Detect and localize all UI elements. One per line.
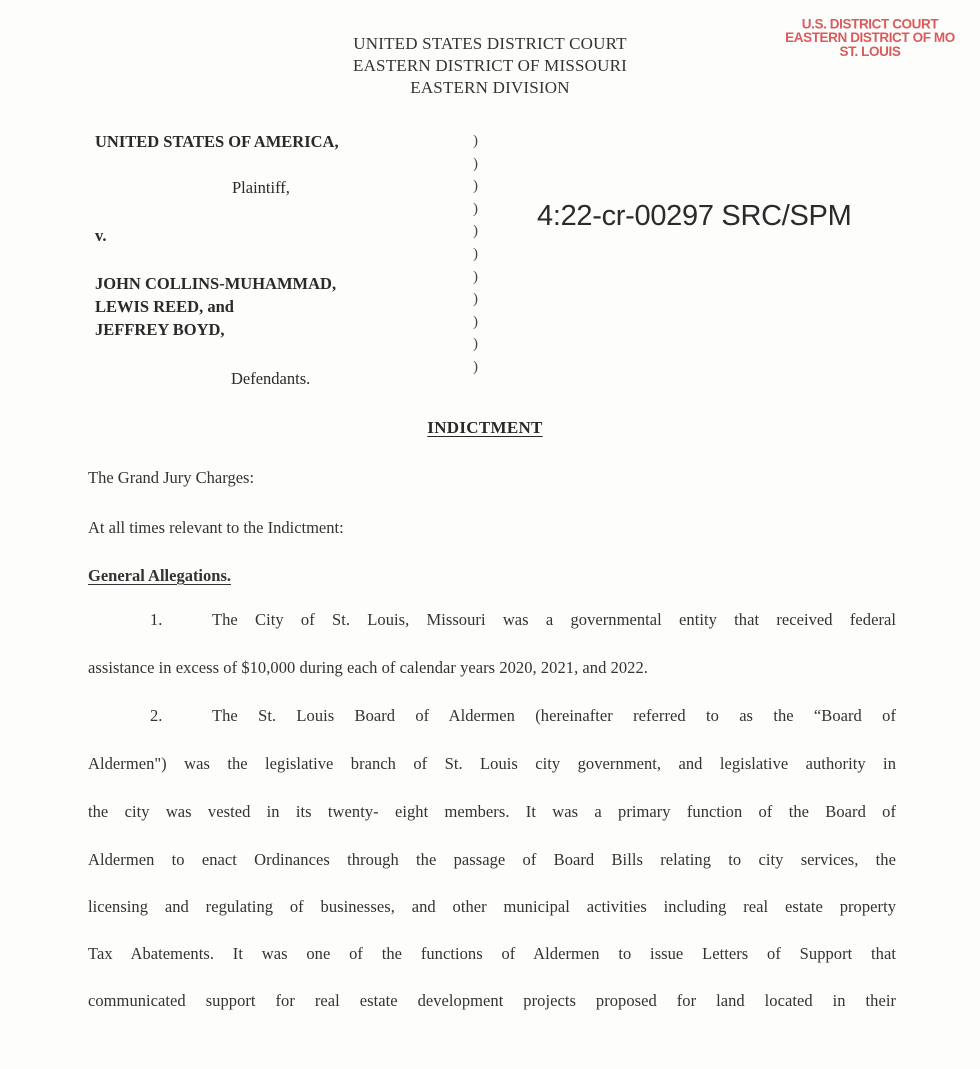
plaintiff-label: Plaintiff, [232,178,290,197]
defendant-1: JOHN COLLINS-MUHAMMAD, [95,274,337,293]
plaintiff-name: UNITED STATES OF AMERICA, [95,132,339,151]
defendants-label: Defendants. [231,369,311,388]
stamp-line-court: U.S. DISTRICT COURT [801,15,939,32]
document-title [0,418,980,438]
defendant-2: LEWIS REED, and [95,297,234,316]
case-number: 4:22-cr-00297 SRC/SPM [537,200,852,232]
paragraph-2-line-1: 2. The St. Louis Board of Aldermen (hereinafter referred to as the “Board of [150,706,896,725]
court-filing-stamp [770,17,970,58]
paragraph-1-line-1: 1. The City of St. Louis, Missouri was a governmental entity that received federal [150,610,896,629]
court-district: EASTERN DISTRICT OF MISSOURI [352,56,627,75]
paragraph-1-line-2: assistance in excess of $10,000 during each of calendar years 2020, 2021, and 2022. [88,658,648,677]
versus-label: v. [95,226,107,245]
stamp-line-district: EASTERN DISTRICT OF MO [785,29,955,46]
relevant-times: At all times relevant to the Indictment: [88,518,344,537]
paragraph-number: 1. [150,610,163,629]
defendant-3: JEFFREY BOYD, [95,320,225,339]
court-name: UNITED STATES DISTRICT COURT [353,34,627,53]
section-heading-general-allegations: General Allegations. [88,566,231,585]
caption-parentheses: ) ) ) ) ) ) ) ) ) ) ) [473,133,478,375]
grand-jury-charges: The Grand Jury Charges: [88,468,255,487]
stamp-line-city: ST. LOUIS [839,43,901,60]
paragraph-2-line-2: Aldermen") was the legislative branch of St. Louis city government, and legislative authority in [88,754,896,773]
paragraph-2-line-3: the city was vested in its twenty- eight members. It was a primary function of the Board of [88,802,896,821]
court-division: EASTERN DIVISION [410,78,570,97]
paragraph-2-line-6: Tax Abatements. It was one of the functions of Aldermen to issue Letters of Support that [88,944,896,963]
indictment-title: INDICTMENT [427,418,543,437]
court-header [290,33,690,99]
paragraph-2-line-7: communicated support for real estate development projects proposed for land located in their [88,991,896,1010]
paragraph-number: 2. [150,706,163,725]
paragraph-2-line-5: licensing and regulating of businesses, and other municipal activities including real estate property [88,897,896,916]
paragraph-2-line-4: Aldermen to enact Ordinances through the passage of Board Bills relating to city services, the [88,850,896,869]
